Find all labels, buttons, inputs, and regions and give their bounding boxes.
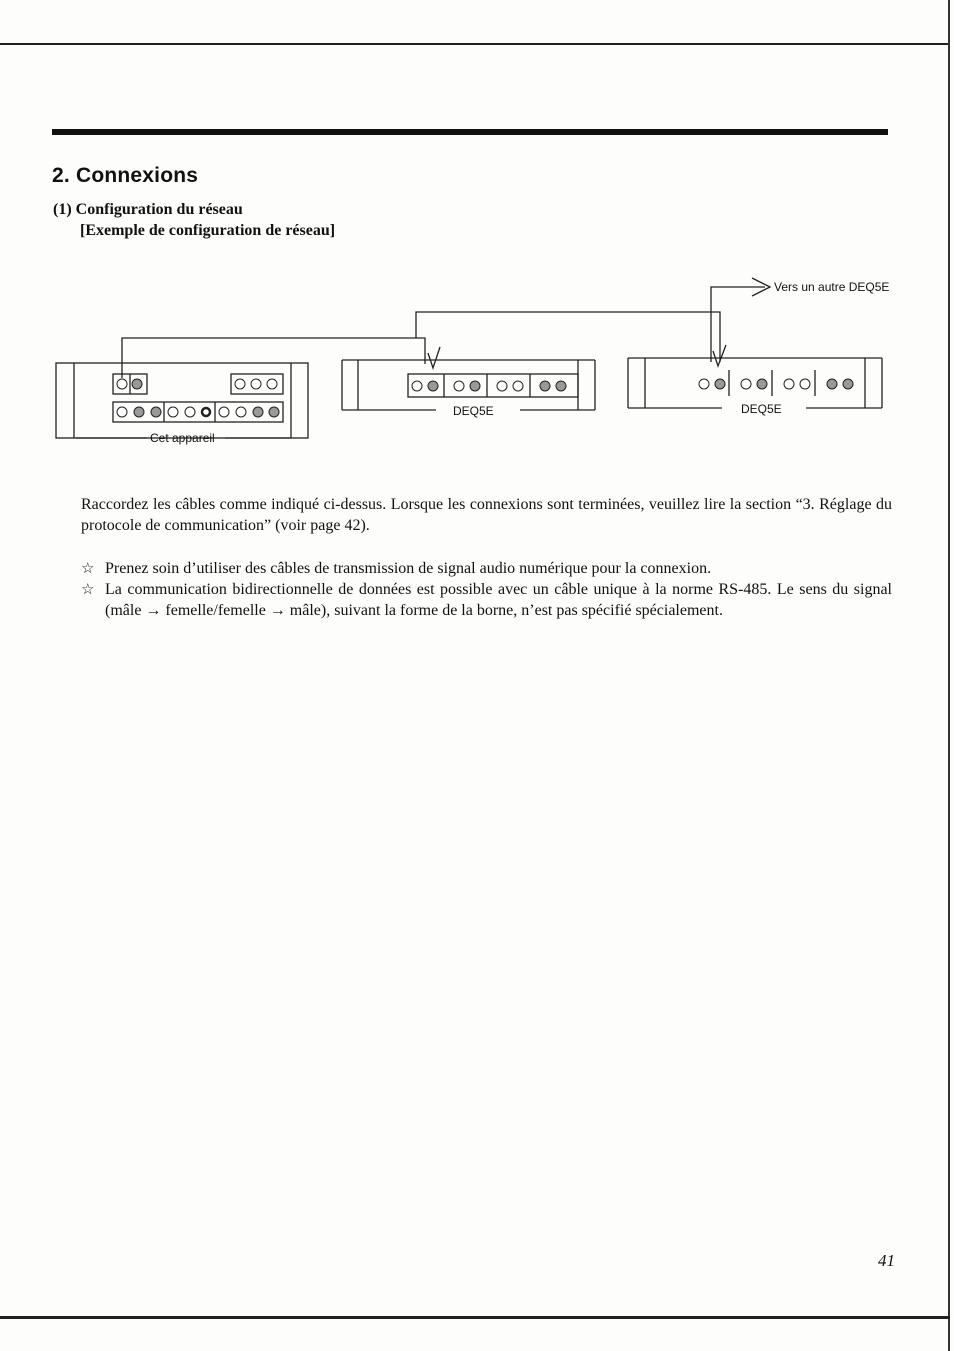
page-edge — [948, 0, 950, 1351]
section-title: 2. Connexions — [52, 164, 199, 187]
notes-list — [81, 558, 892, 621]
cable-out — [711, 287, 765, 362]
outgoing-label: Vers un autre DEQ5E — [774, 280, 890, 294]
network-diagram — [0, 260, 954, 460]
device-label-2: DEQ5E — [453, 404, 494, 418]
cable-2 — [416, 312, 720, 362]
note-text: La communication bidirectionnelle de données est possible avec un câble unique à la norme RS-485. Le sens du signal (mâle → femelle/femelle → mâle), suivant la forme de la borne, n’est pas spécifié spécialement. — [105, 581, 892, 619]
note-text: Prenez soin d’utiliser des câbles de transmission de signal audio numérique pour la connexion. — [105, 560, 712, 577]
bottom-rule — [0, 1316, 950, 1319]
example-heading: [Exemple de configuration de réseau] — [80, 222, 336, 239]
connectors-deq5e-1 — [412, 381, 566, 391]
page-number: 41 — [878, 1251, 895, 1270]
subsection-title: (1) Configuration du réseau — [53, 201, 243, 218]
device-label-1: Cet appareil — [150, 431, 215, 445]
arrow-1 — [428, 347, 440, 368]
star-icon: ☆ — [81, 561, 95, 577]
star-icon: ☆ — [81, 582, 95, 598]
connectors-device-1 — [117, 379, 279, 417]
note-item — [81, 579, 892, 621]
section-rule — [52, 129, 888, 135]
top-rule — [0, 43, 950, 45]
device-label-3: DEQ5E — [741, 402, 782, 416]
note-item — [81, 558, 892, 579]
device-cet-appareil — [56, 363, 308, 438]
cable-1 — [122, 338, 425, 378]
body-paragraph: Raccordez les câbles comme indiqué ci-dessus. Lorsque les connexions sont terminées, veuillez lire la section “3. Réglage du protocole de communication” (voir page 42). — [81, 496, 892, 534]
connectors-deq5e-2 — [699, 379, 853, 389]
